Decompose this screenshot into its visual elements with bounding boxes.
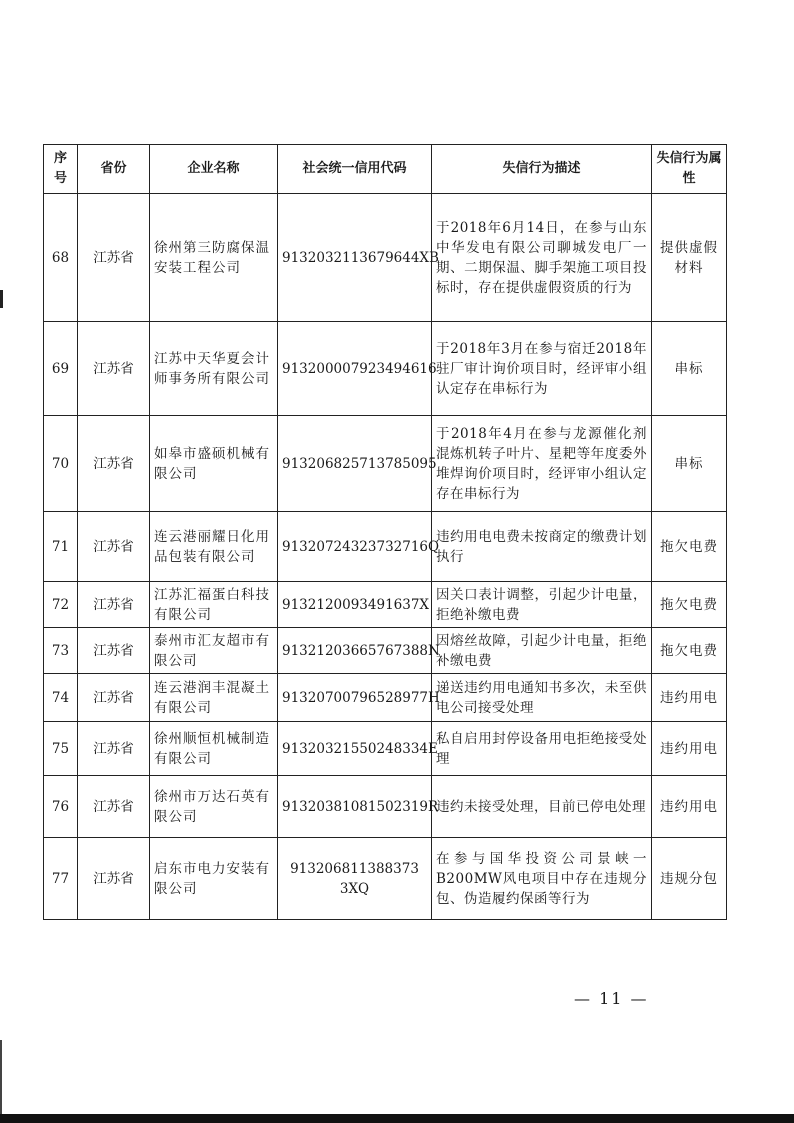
- table-row: [44, 416, 727, 512]
- cell-description: 私自启用封停设备用电拒绝接受处理: [432, 722, 652, 776]
- cell-description: 因熔丝故障，引起少计电量，拒绝补缴电费: [432, 628, 652, 674]
- cell-seq: 77: [44, 838, 78, 920]
- cell-company: 江苏中天华夏会计师事务所有限公司: [150, 322, 278, 416]
- cell-company: 如皋市盛硕机械有限公司: [150, 416, 278, 512]
- header-attribute: 失信行为属性: [652, 145, 727, 194]
- cell-seq: 75: [44, 722, 78, 776]
- cell-company: 连云港丽耀日化用品包装有限公司: [150, 512, 278, 582]
- cell-attribute: 违规分包: [652, 838, 727, 920]
- table-row: [44, 776, 727, 838]
- cell-code: 91320724323732716Q: [278, 512, 432, 582]
- table-header-row: [44, 145, 727, 194]
- cell-seq: 71: [44, 512, 78, 582]
- cell-province: 江苏省: [78, 674, 150, 722]
- table-row: [44, 582, 727, 628]
- cell-description: 因关口表计调整，引起少计电量，拒绝补缴电费: [432, 582, 652, 628]
- cell-attribute: 违约用电: [652, 722, 727, 776]
- cell-code: 91320321550248334E: [278, 722, 432, 776]
- cell-code: 9132032113679644XB: [278, 194, 432, 322]
- cell-code: 91320700796528977H: [278, 674, 432, 722]
- table-row: [44, 628, 727, 674]
- cell-code: 913200007923494616: [278, 322, 432, 416]
- cell-attribute: 违约用电: [652, 674, 727, 722]
- cell-company: 徐州市万达石英有限公司: [150, 776, 278, 838]
- cell-company: 徐州顺恒机械制造有限公司: [150, 722, 278, 776]
- cell-seq: 69: [44, 322, 78, 416]
- cell-code: 91320381081502319R: [278, 776, 432, 838]
- cell-company: 徐州第三防腐保温安装工程公司: [150, 194, 278, 322]
- table-row: [44, 194, 727, 322]
- cell-description: 违约用电电费未按商定的缴费计划执行: [432, 512, 652, 582]
- cell-description: 递送违约用电通知书多次，未至供电公司接受处理: [432, 674, 652, 722]
- cell-seq: 72: [44, 582, 78, 628]
- cell-description: 于2018年3月在参与宿迁2018年驻厂审计询价项目时，经评审小组认定存在串标行为: [432, 322, 652, 416]
- cell-province: 江苏省: [78, 322, 150, 416]
- cell-description: 于2018年6月14日，在参与山东中华发电有限公司聊城发电厂一期、二期保温、脚手架施工项目投标时，存在提供虚假资质的行为: [432, 194, 652, 322]
- cell-seq: 68: [44, 194, 78, 322]
- cell-province: 江苏省: [78, 628, 150, 674]
- cell-attribute: 串标: [652, 322, 727, 416]
- binding-mark: [0, 290, 3, 308]
- cell-province: 江苏省: [78, 776, 150, 838]
- page-number: — 11 —: [574, 989, 649, 1008]
- header-description: 失信行为描述: [432, 145, 652, 194]
- cell-code: 913206811388373 3XQ: [278, 838, 432, 920]
- cell-code: 913206825713785095: [278, 416, 432, 512]
- cell-seq: 76: [44, 776, 78, 838]
- cell-province: 江苏省: [78, 838, 150, 920]
- cell-company: 连云港润丰混凝土有限公司: [150, 674, 278, 722]
- cell-seq: 74: [44, 674, 78, 722]
- header-province: 省份: [78, 145, 150, 194]
- cell-code: 91321203665767388N: [278, 628, 432, 674]
- scan-bottom-border: [0, 1114, 794, 1123]
- table-row: [44, 722, 727, 776]
- cell-attribute: 违约用电: [652, 776, 727, 838]
- table-row: [44, 322, 727, 416]
- cell-province: 江苏省: [78, 582, 150, 628]
- cell-code: 9132120093491637X: [278, 582, 432, 628]
- cell-province: 江苏省: [78, 512, 150, 582]
- cell-attribute: 拖欠电费: [652, 512, 727, 582]
- cell-attribute: 拖欠电费: [652, 628, 727, 674]
- cell-province: 江苏省: [78, 194, 150, 322]
- dishonest-records-table: [43, 144, 727, 920]
- cell-company: 江苏汇福蛋白科技有限公司: [150, 582, 278, 628]
- table-row: [44, 674, 727, 722]
- cell-attribute: 提供虚假材料: [652, 194, 727, 322]
- table-row: [44, 838, 727, 920]
- header-seq: 序号: [44, 145, 78, 194]
- cell-company: 泰州市汇友超市有限公司: [150, 628, 278, 674]
- cell-attribute: 拖欠电费: [652, 582, 727, 628]
- cell-description: 在参与国华投资公司景峡一B200MW风电项目中存在违规分包、伪造履约保函等行为: [432, 838, 652, 920]
- cell-description: 违约未接受处理，目前已停电处理: [432, 776, 652, 838]
- cell-province: 江苏省: [78, 416, 150, 512]
- cell-seq: 70: [44, 416, 78, 512]
- cell-seq: 73: [44, 628, 78, 674]
- cell-province: 江苏省: [78, 722, 150, 776]
- header-code: 社会统一信用代码: [278, 145, 432, 194]
- cell-company: 启东市电力安装有限公司: [150, 838, 278, 920]
- cell-description: 于2018年4月在参与龙源催化剂混炼机转子叶片、星耙等年度委外堆焊询价项目时，经评审小组认定存在串标行为: [432, 416, 652, 512]
- table-row: [44, 512, 727, 582]
- scan-edge: [0, 1040, 2, 1123]
- cell-attribute: 串标: [652, 416, 727, 512]
- header-company: 企业名称: [150, 145, 278, 194]
